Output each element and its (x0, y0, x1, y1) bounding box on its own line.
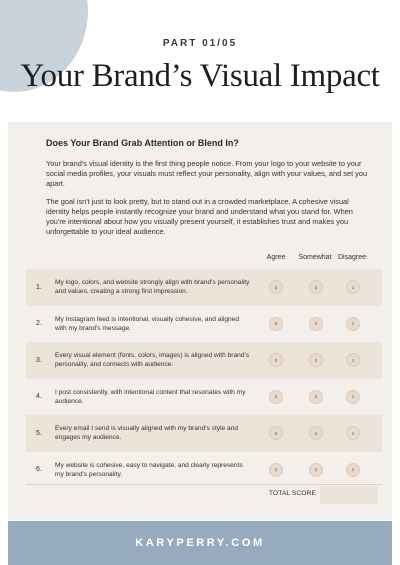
scale-header-agree: Agree (266, 254, 286, 261)
question-number: 6. (36, 466, 42, 474)
question-text: I post consistently, with intentional content that resonates with my audience. (55, 388, 246, 405)
rating-disagree-option[interactable]: 1 (346, 463, 360, 477)
question-number: 2. (36, 320, 42, 328)
question-text: Every email I send is visually aligned with my brand's style and engages my audience. (55, 425, 239, 442)
scale-headers (8, 254, 392, 266)
question-text: Every visual element (fonts, colors, images) is aligned with brand's personality, and connects with audience. (55, 352, 250, 369)
rating-somewhat-option[interactable]: 2 (309, 390, 323, 404)
total-score-field[interactable] (320, 486, 378, 504)
rating-somewhat-option[interactable]: 2 (309, 426, 323, 440)
question-text: My Instagram feed is intentional, visually cohesive, and aligned with my brand's message. (55, 315, 239, 332)
intro-paragraph-1: Your brand's visual identity is the first thing people notice. From your logo to your website to your social media profiles, your visuals must reflect your personality, align with your values, and set you apart. (46, 159, 368, 188)
scale-header-disagree: Disagree (337, 254, 366, 261)
rating-agree-option[interactable]: 3 (269, 390, 283, 404)
rating-somewhat-option[interactable]: 2 (309, 353, 323, 367)
rating-somewhat-option[interactable]: 2 (309, 463, 323, 477)
question-number: 4. (36, 393, 42, 401)
question-text: My website is cohesive, easy to navigate, and clearly represents my brand's personality. (55, 461, 243, 478)
question-row-5 (26, 415, 382, 452)
rating-somewhat-option[interactable]: 2 (309, 280, 323, 294)
question-row-6 (26, 452, 382, 489)
question-text: My logo, colors, and website strongly align with brand's personality and values, creating a strong first impression. (55, 279, 250, 296)
rating-disagree-option[interactable]: 1 (346, 426, 360, 440)
question-row-3 (26, 342, 382, 379)
page-header (0, 0, 400, 120)
section-heading: Does Your Brand Grab Attention or Blend In? (46, 138, 239, 148)
intro-section (46, 138, 368, 245)
quiz-panel (8, 122, 392, 520)
part-label: PART 01/05 (162, 38, 238, 49)
total-score-row (26, 484, 382, 504)
question-row-1 (26, 269, 382, 306)
page-title: Your Brand’s Visual Impact (20, 58, 380, 94)
rating-agree-option[interactable]: 3 (269, 280, 283, 294)
question-number: 5. (36, 429, 42, 437)
intro-paragraph-2: The goal isn't just to look pretty, but to stand out in a crowded marketplace. A cohesive visual identity helps people instantly recognize your brand and understand what you stand for. When you're intentional about how you visually present yourself, it establishes trust and makes you unforgettable to your ideal audience. (46, 197, 353, 236)
rating-disagree-option[interactable]: 1 (346, 317, 360, 331)
footer-website[interactable]: KARYPERRY.COM (135, 537, 265, 549)
total-score-label: TOTAL SCORE (268, 490, 316, 497)
rating-disagree-option[interactable]: 1 (346, 280, 360, 294)
question-number: 1. (36, 283, 42, 291)
question-list (26, 269, 382, 488)
rating-somewhat-option[interactable]: 2 (309, 317, 323, 331)
rating-agree-option[interactable]: 3 (269, 353, 283, 367)
footer-bar (8, 521, 392, 565)
rating-agree-option[interactable]: 3 (269, 463, 283, 477)
scale-header-somewhat: Somewhat (298, 254, 332, 261)
rating-agree-option[interactable]: 3 (269, 426, 283, 440)
question-row-4 (26, 379, 382, 416)
rating-agree-option[interactable]: 3 (269, 317, 283, 331)
question-row-2 (26, 306, 382, 343)
rating-disagree-option[interactable]: 1 (346, 353, 360, 367)
question-number: 3. (36, 356, 42, 364)
rating-disagree-option[interactable]: 1 (346, 390, 360, 404)
total-divider (26, 484, 382, 485)
